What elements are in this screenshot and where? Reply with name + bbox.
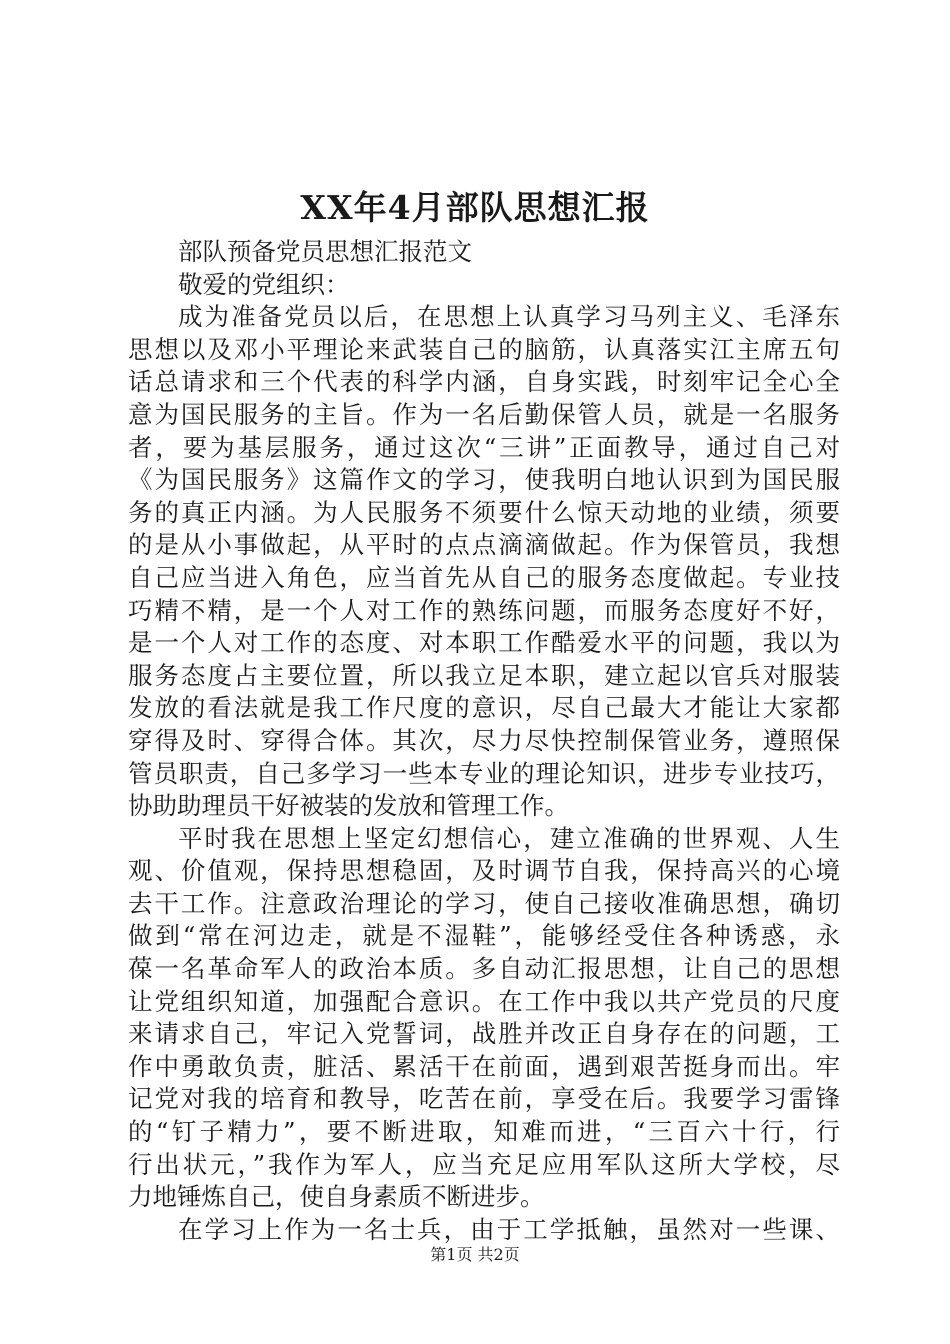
text-line: 《为国民服务》这篇作文的学习，使我明白地认识到为国民服: [128, 465, 840, 495]
text-line: 去干工作。注意政治理论的学习，使自己接收准确思想，确切: [128, 888, 840, 918]
text-line: 服务态度占主要位置，所以我立足本职，建立起以官兵对服装: [128, 660, 840, 690]
text-line: 自己应当进入角色，应当首先从自己的服务态度做起。专业技: [128, 562, 840, 592]
text-line: 行出状元，”我作为军人，应当充足应用军队这所大学校，尽: [128, 1149, 840, 1179]
text-line: 平时我在思想上坚定幻想信心，建立准确的世界观、人生: [178, 823, 840, 853]
document-title: XX年4月部队思想汇报: [300, 188, 650, 227]
text-line: 意为国民服务的主旨。作为一名后勤保管人员，就是一名服务: [128, 399, 840, 429]
text-line: 管员职责，自己多学习一些本专业的理论知识，进步专业技巧，: [128, 758, 840, 788]
text-line: 思想以及邓小平理论来武装自己的脑筋，认真落实江主席五句: [128, 334, 840, 364]
text-line: 穿得及时、穿得合体。其次，尽力尽快控制保管业务，遵照保: [128, 725, 840, 755]
text-line: 的“钉子精力”，要不断进取，知难而进，“三百六十行，行: [128, 1117, 840, 1147]
text-line: 做到“常在河边走，就是不湿鞋”，能够经受住各种诱惑，永: [128, 921, 840, 951]
text-line: 成为准备党员以后，在思想上认真学习马列主义、毛泽东: [178, 302, 840, 332]
text-line: 在学习上作为一名士兵，由于工学抵触，虽然对一些课、: [178, 1214, 840, 1244]
text-line: 务的真正内涵。为人民服务不须要什么惊天动地的业绩，须要: [128, 497, 840, 527]
text-line: 让党组织知道，加强配合意识。在工作中我以共产党员的尺度: [128, 986, 840, 1016]
text-line: 作中勇敢负责，脏活、累活干在前面，遇到艰苦挺身而出。牢: [128, 1051, 840, 1081]
text-line: 记党对我的培育和教导，吃苦在前，享受在后。我要学习雷锋: [128, 1084, 840, 1114]
text-line: 的是从小事做起，从平时的点点滴滴做起。作为保管员，我想: [128, 530, 840, 560]
salutation-line: 敬爱的党组织：: [178, 269, 350, 299]
text-line: 协助助理员干好被装的发放和管理工作。: [128, 791, 569, 821]
subtitle-line: 部队预备党员思想汇报范文: [178, 237, 472, 266]
text-line: 话总请求和三个代表的科学内涵，自身实践，时刻牢记全心全: [128, 367, 840, 397]
text-line: 葆一名革命军人的政治本质。多自动汇报思想，让自己的思想: [128, 954, 840, 984]
text-line: 来请求自己，牢记入党誓词，战胜并改正自身存在的问题，工: [128, 1019, 840, 1049]
text-line: 是一个人对工作的态度、对本职工作酷爱水平的问题，我以为: [128, 628, 840, 658]
text-line: 者，要为基层服务，通过这次“三讲”正面教导，通过自己对: [128, 432, 840, 462]
text-line: 巧精不精，是一个人对工作的熟练问题，而服务态度好不好，: [128, 595, 840, 625]
text-line: 发放的看法就是我工作尺度的意识，尽自己最大才能让大家都: [128, 693, 840, 723]
page-footer: 第1页 共2页: [430, 1245, 520, 1264]
text-line: 力地锤炼自己，使自身素质不断进步。: [128, 1182, 545, 1212]
document-body: [128, 236, 840, 1246]
text-line: 观、价值观，保持思想稳固，及时调节自我，保持高兴的心境: [128, 856, 840, 886]
